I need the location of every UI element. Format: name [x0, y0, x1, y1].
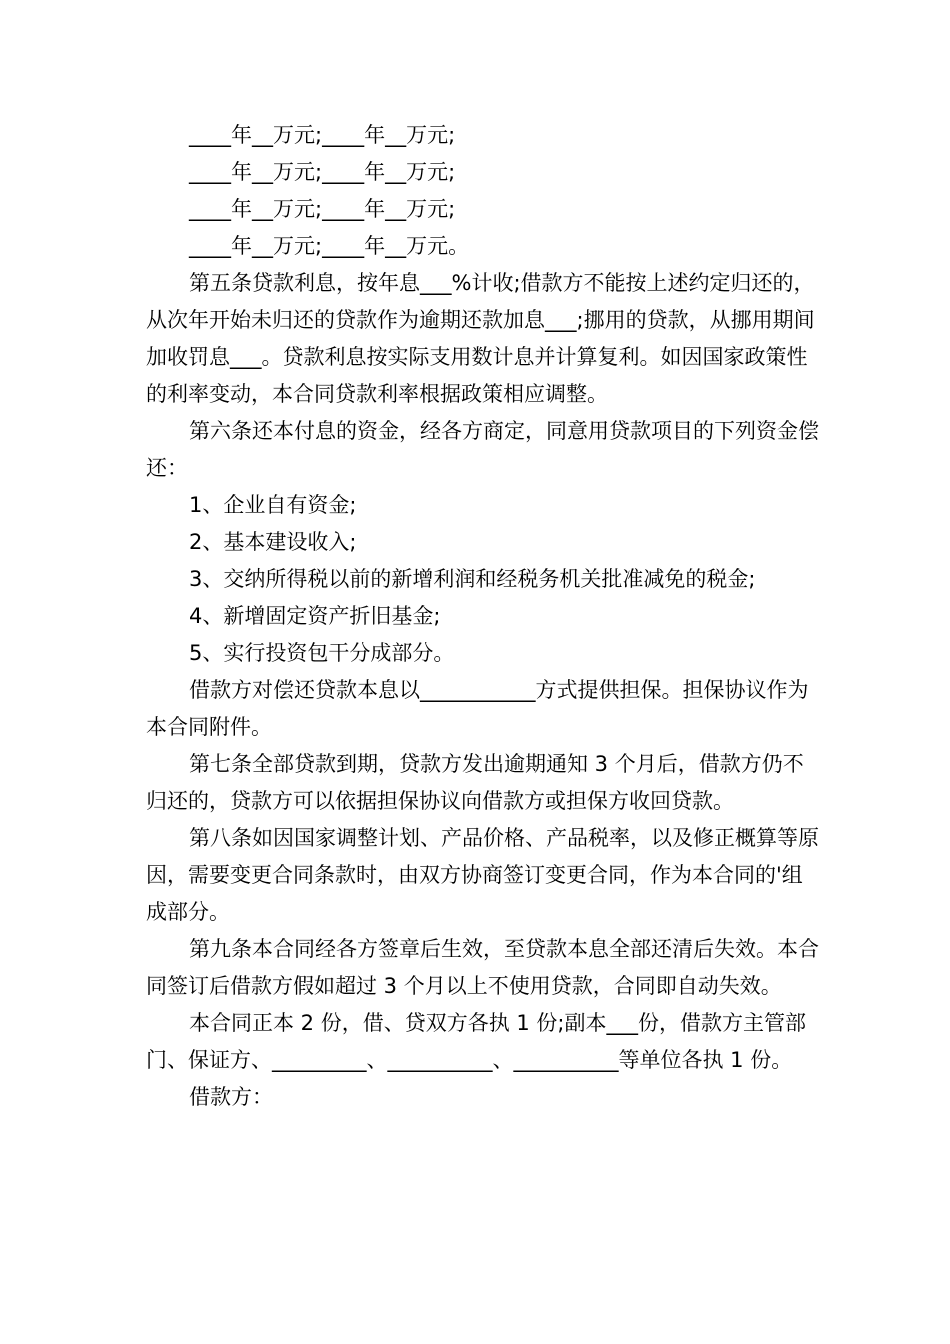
funding-source-item-2: 2、基本建设收入;: [189, 530, 357, 554]
article-5-paragraph: 第五条贷款利息，按年息___%计收;借款方不能按上述约定归还的，从次年开始未归还的贷款作为逾期还款加息___;挪用的贷款，从挪用期间加收罚息___。贷款利息按实际支用数计息并计算复利。如因国家政策性的利率变动，本合同贷款利率根据政策相应调整。: [146, 271, 815, 406]
repayment-schedule-line-3: ____年__万元;____年__万元;: [189, 197, 456, 221]
article-8-paragraph: 第八条如因国家调整计划、产品价格、产品税率，以及修正概算等原因，需要变更合同条款时，由双方协商签订变更合同，作为本合同的'组成部分。: [146, 826, 819, 924]
funding-source-item-3: 3、交纳所得税以前的新增利润和经税务机关批准减免的税金;: [189, 567, 756, 591]
repayment-schedule-line-4: ____年__万元;____年__万元。: [189, 234, 470, 258]
funding-source-item-4: 4、新增固定资产折旧基金;: [189, 604, 441, 628]
article-9-paragraph: 第九条本合同经各方签章后生效，至贷款本息全部还清后失效。本合同签订后借款方假如超过 3 个月以上不使用贷款，合同即自动失效。: [146, 937, 819, 998]
repayment-schedule-line-1: ____年__万元;____年__万元;: [189, 123, 456, 147]
copies-paragraph: 本合同正本 2 份，借、贷双方各执 1 份;副本___份，借款方主管部门、保证方、_________、__________、__________等单位各执 1 份。: [146, 1011, 806, 1072]
funding-source-item-1: 1、企业自有资金;: [189, 493, 357, 517]
borrower-signature-label: 借款方：: [189, 1085, 273, 1109]
article-7-paragraph: 第七条全部贷款到期，贷款方发出逾期通知 3 个月后，借款方仍不归还的，贷款方可以依据担保协议向借款方或担保方收回贷款。: [146, 752, 804, 813]
guarantee-paragraph: 借款方对偿还贷款本息以___________方式提供担保。担保协议作为本合同附件。: [146, 678, 809, 739]
article-6-paragraph: 第六条还本付息的资金，经各方商定，同意用贷款项目的下列资金偿还：: [146, 419, 819, 480]
repayment-schedule-line-2: ____年__万元;____年__万元;: [189, 160, 456, 184]
funding-source-item-5: 5、实行投资包干分成部分。: [189, 641, 455, 665]
document-page: [146, 117, 821, 1116]
